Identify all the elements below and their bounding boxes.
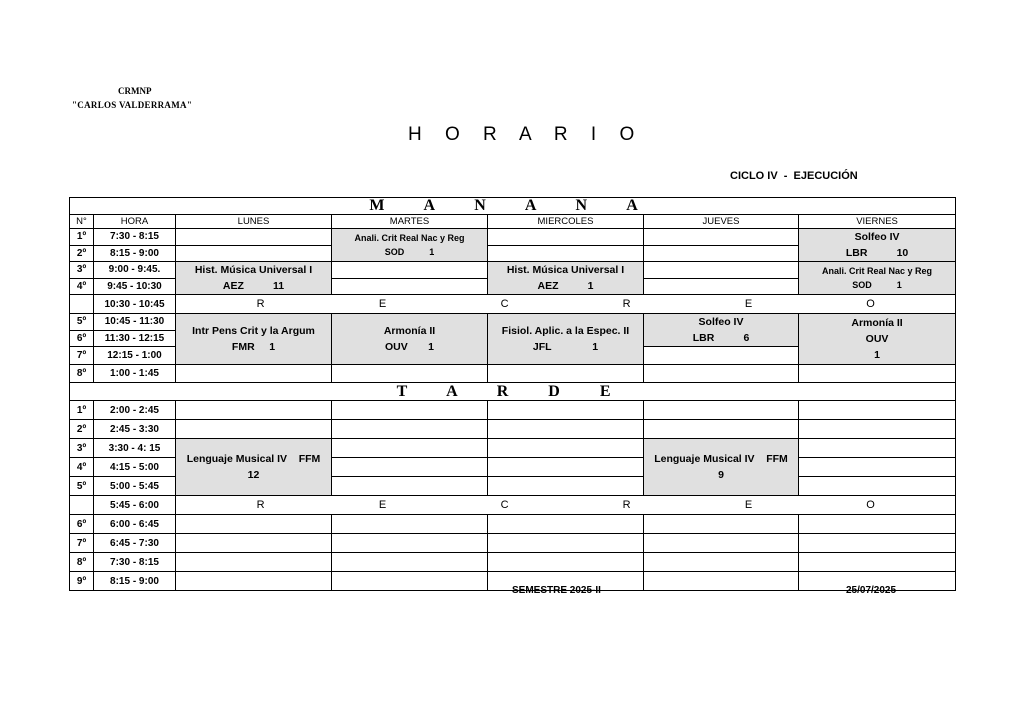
- empty-cell: [176, 229, 332, 246]
- recess-letter: O: [866, 499, 875, 511]
- class-cell: [176, 439, 332, 496]
- table-row: [70, 365, 956, 383]
- empty-cell: [799, 534, 956, 553]
- period-time: 10:45 - 11:30: [94, 314, 176, 331]
- empty-cell: [644, 553, 799, 572]
- recess-letter: C: [500, 499, 509, 511]
- class-name: Armonía II: [851, 317, 903, 329]
- empty-cell: [799, 553, 956, 572]
- empty-cell: [176, 420, 332, 439]
- class-teacher: LBR 10: [845, 247, 909, 259]
- empty-cell: [799, 477, 956, 496]
- recess-letter: O: [866, 298, 875, 310]
- empty-cell: [332, 439, 488, 458]
- period-number: 5º: [70, 314, 94, 331]
- class-name: Armonía II: [383, 325, 436, 337]
- period-number: 4º: [70, 458, 94, 477]
- empty-cell: [644, 229, 799, 246]
- empty-cell: [644, 347, 799, 365]
- period-time: 2:45 - 3:30: [94, 420, 176, 439]
- empty-cell: [644, 245, 799, 262]
- empty-cell: [644, 401, 799, 420]
- empty-cell: [176, 572, 332, 591]
- recess-letter: E: [378, 298, 387, 310]
- class-cell: [332, 229, 488, 262]
- table-row: [70, 262, 956, 279]
- empty-cell: [488, 365, 644, 383]
- class-name: Solfeo IV: [854, 231, 900, 243]
- empty-cell: [644, 420, 799, 439]
- empty-cell: [488, 553, 644, 572]
- period-time: 7:30 - 8:15: [94, 229, 176, 246]
- class-cell: [488, 262, 644, 295]
- period-number: 3º: [70, 262, 94, 279]
- period-number: 4º: [70, 278, 94, 295]
- period-time: 5:45 - 6:00: [94, 496, 176, 515]
- date-label: 25/07/2025: [846, 585, 897, 596]
- recess-letter: R: [622, 499, 631, 511]
- empty-cell: [332, 534, 488, 553]
- empty-cell: [644, 365, 799, 383]
- class-name: Hist. Música Universal I: [194, 264, 313, 276]
- empty-cell: [799, 458, 956, 477]
- period-number: 8º: [70, 553, 94, 572]
- empty-cell: [488, 229, 644, 246]
- period-time: 12:15 - 1:00: [94, 347, 176, 365]
- class-name: Solfeo IV: [698, 316, 744, 328]
- table-row: [70, 420, 956, 439]
- header-hora: HORA: [94, 215, 176, 229]
- period-number: 3º: [70, 439, 94, 458]
- period-time: 7:30 - 8:15: [94, 553, 176, 572]
- empty-cell: [176, 515, 332, 534]
- empty-cell: [176, 245, 332, 262]
- class-teacher: OUV 1: [384, 341, 434, 353]
- period-number: [70, 295, 94, 314]
- header-day: MIERCOLES: [488, 215, 644, 229]
- period-time: 6:00 - 6:45: [94, 515, 176, 534]
- period-number: 1º: [70, 401, 94, 420]
- class-name: Fisiol. Aplic. a la Espec. II: [501, 325, 630, 337]
- class-cell: [644, 439, 799, 496]
- table-row: [70, 515, 956, 534]
- period-time: 5:00 - 5:45: [94, 477, 176, 496]
- empty-cell: [488, 401, 644, 420]
- period-time: 4:15 - 5:00: [94, 458, 176, 477]
- section-title-manana: M A N A N A: [70, 198, 956, 215]
- period-number: 1º: [70, 229, 94, 246]
- section-manana-row: [70, 198, 956, 215]
- header-day: MARTES: [332, 215, 488, 229]
- empty-cell: [488, 515, 644, 534]
- empty-cell: [332, 401, 488, 420]
- period-time: 6:45 - 7:30: [94, 534, 176, 553]
- header-num: N°: [70, 215, 94, 229]
- class-teacher: AEZ 11: [222, 280, 285, 292]
- section-title-tarde: T A R D E: [70, 383, 956, 401]
- empty-cell: [799, 365, 956, 383]
- empty-cell: [799, 515, 956, 534]
- empty-cell: [176, 534, 332, 553]
- class-teacher: OUV: [865, 333, 889, 345]
- table-row: [70, 229, 956, 246]
- recess-row: [70, 295, 956, 314]
- class-cell: [176, 262, 332, 295]
- empty-cell: [176, 553, 332, 572]
- empty-cell: [488, 534, 644, 553]
- cycle-label: CICLO IV - EJECUCIÓN: [730, 170, 858, 182]
- period-number: 2º: [70, 420, 94, 439]
- empty-cell: [176, 401, 332, 420]
- header-day: LUNES: [176, 215, 332, 229]
- class-cell: [799, 262, 956, 295]
- class-name: Lenguaje Musical IV FFM: [186, 453, 321, 465]
- class-cell: [799, 229, 956, 262]
- schedule-table: [69, 197, 956, 591]
- empty-cell: [332, 365, 488, 383]
- class-teacher: SOD 1: [384, 247, 435, 257]
- table-row: [70, 553, 956, 572]
- period-time: 11:30 - 12:15: [94, 330, 176, 347]
- header-row: [70, 215, 956, 229]
- period-time: 9:00 - 9:45.: [94, 262, 176, 279]
- period-time: 8:15 - 9:00: [94, 245, 176, 262]
- period-number: [70, 496, 94, 515]
- class-teacher: SOD 1: [852, 280, 902, 290]
- recess-letter: R: [256, 298, 265, 310]
- table-row: [70, 314, 956, 331]
- empty-cell: [644, 278, 799, 295]
- class-name: Hist. Música Universal I: [506, 264, 625, 276]
- period-number: 7º: [70, 534, 94, 553]
- recess-label: [176, 295, 956, 314]
- empty-cell: [488, 420, 644, 439]
- empty-cell: [332, 572, 488, 591]
- class-teacher: FMR 1: [231, 341, 276, 353]
- period-number: 5º: [70, 477, 94, 496]
- empty-cell: [799, 439, 956, 458]
- class-cell: [799, 314, 956, 365]
- empty-cell: [644, 515, 799, 534]
- header-day: VIERNES: [799, 215, 956, 229]
- empty-cell: [488, 458, 644, 477]
- class-room: 1: [874, 349, 880, 361]
- class-name: Anali. Crit Real Nac y Reg: [822, 266, 933, 276]
- period-time: 2:00 - 2:45: [94, 401, 176, 420]
- class-teacher: AEZ 1: [537, 280, 594, 292]
- institution-name: "CARLOS VALDERRAMA": [72, 100, 193, 110]
- recess-letter: R: [622, 298, 631, 310]
- empty-cell: [332, 515, 488, 534]
- empty-cell: [799, 401, 956, 420]
- empty-cell: [644, 572, 799, 591]
- empty-cell: [176, 365, 332, 383]
- period-number: 8º: [70, 365, 94, 383]
- period-time: 8:15 - 9:00: [94, 572, 176, 591]
- header-day: JUEVES: [644, 215, 799, 229]
- empty-cell: [799, 420, 956, 439]
- empty-cell: [332, 458, 488, 477]
- table-row: [70, 401, 956, 420]
- class-room: 9: [718, 469, 724, 481]
- class-cell: [644, 314, 799, 347]
- table-row: [70, 534, 956, 553]
- recess-letter: E: [744, 499, 753, 511]
- period-number: 2º: [70, 245, 94, 262]
- class-name: Lenguaje Musical IV FFM: [654, 453, 788, 465]
- page-title: H O R A R I O: [408, 124, 644, 145]
- empty-cell: [488, 439, 644, 458]
- class-room: 12: [247, 469, 260, 481]
- class-teacher: JFL 1: [532, 341, 599, 353]
- institution-acronym: CRMNP: [118, 86, 152, 96]
- empty-cell: [644, 262, 799, 279]
- class-cell: [488, 314, 644, 365]
- class-cell: [332, 314, 488, 365]
- class-cell: [176, 314, 332, 365]
- table-row: [70, 439, 956, 458]
- period-time: 9:45 - 10:30: [94, 278, 176, 295]
- period-number: 9º: [70, 572, 94, 591]
- recess-letter: C: [500, 298, 509, 310]
- empty-cell: [332, 477, 488, 496]
- empty-cell: [644, 534, 799, 553]
- class-name: Intr Pens Crit y la Argum: [192, 325, 315, 337]
- empty-cell: [332, 553, 488, 572]
- recess-row: [70, 496, 956, 515]
- empty-cell: [332, 262, 488, 279]
- recess-letter: E: [378, 499, 387, 511]
- section-tarde-row: [70, 383, 956, 401]
- semester-label: SEMESTRE 2025-II: [512, 585, 601, 596]
- recess-letter: R: [256, 499, 265, 511]
- recess-letter: E: [744, 298, 753, 310]
- period-number: 6º: [70, 515, 94, 534]
- recess-label: [176, 496, 956, 515]
- period-number: 6º: [70, 330, 94, 347]
- class-teacher: LBR 6: [692, 332, 750, 344]
- empty-cell: [332, 278, 488, 295]
- empty-cell: [488, 245, 644, 262]
- period-time: 1:00 - 1:45: [94, 365, 176, 383]
- empty-cell: [332, 420, 488, 439]
- class-name: Anali. Crit Real Nac y Reg: [354, 233, 465, 243]
- period-time: 10:30 - 10:45: [94, 295, 176, 314]
- empty-cell: [488, 477, 644, 496]
- period-number: 7º: [70, 347, 94, 365]
- period-time: 3:30 - 4: 15: [94, 439, 176, 458]
